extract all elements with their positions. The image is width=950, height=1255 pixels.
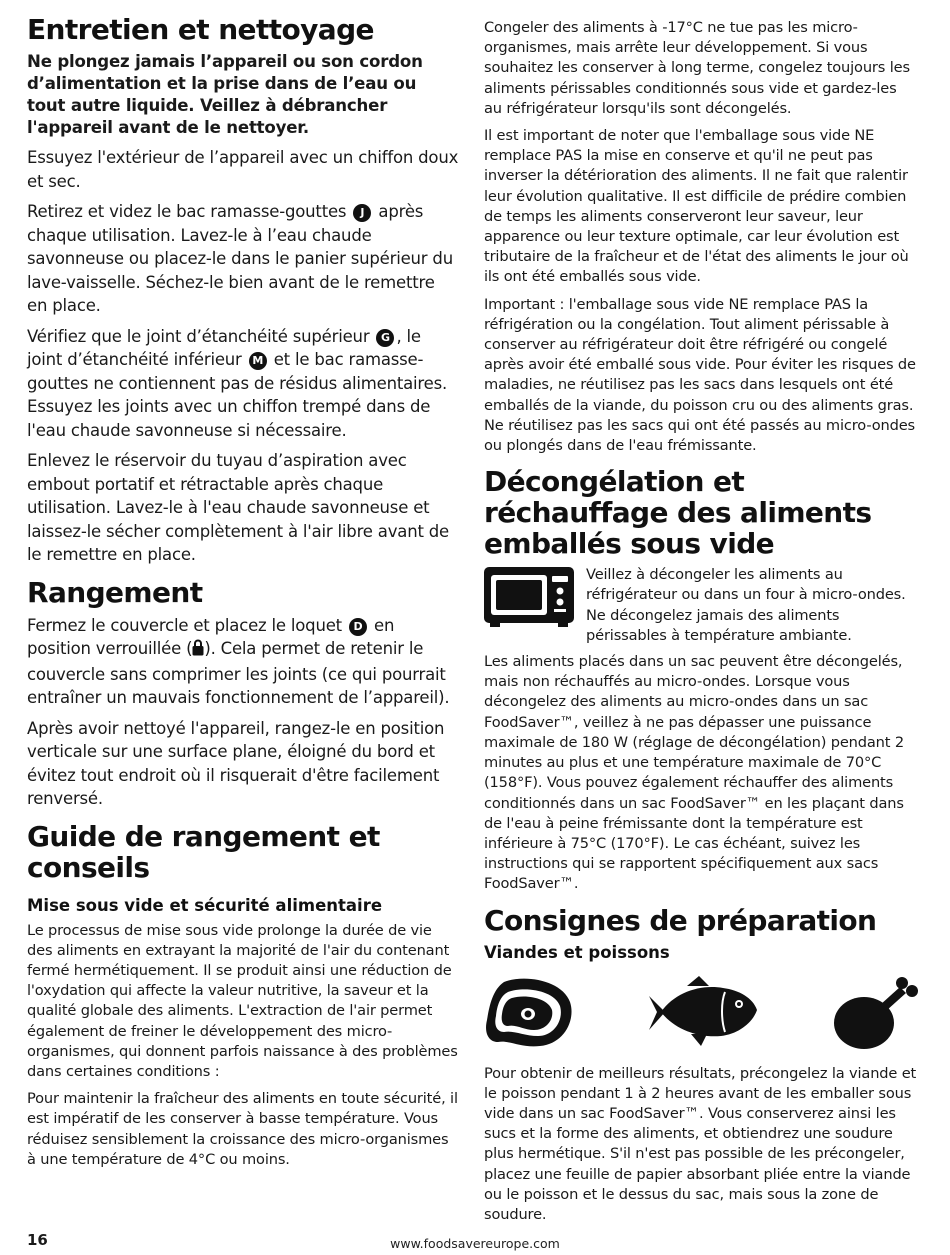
heading-entretien: Entretien et nettoyage xyxy=(27,13,374,46)
paragraph: Essuyez l'extérieur de l’appareil avec un chiffon doux et sec. xyxy=(27,148,459,191)
heading-consignes: Consignes de préparation xyxy=(484,903,877,937)
part-letter-badge: G xyxy=(376,329,394,347)
warning-text: Ne plongez jamais l’appareil ou son cordon d’alimentation et la prise dans de l’eau ou tout autre liquide. Veillez à débrancher l'appareil avant de le nettoyer. xyxy=(27,52,423,137)
food-icons-row xyxy=(484,976,918,1054)
steak-icon xyxy=(484,976,574,1054)
left-column xyxy=(27,14,459,1177)
part-letter-badge: M xyxy=(249,352,267,370)
paragraph: Pour maintenir la fraîcheur des aliments en toute sécurité, il est impératif de les conserver à basse température. Vous réduisez sensiblement la croissance des micro-organismes à une température de 4°C ou moins. xyxy=(27,1090,458,1168)
subheading: Mise sous vide et sécurité alimentaire xyxy=(27,895,383,915)
paragraph: Il est important de noter que l'emballage sous vide NE remplace PAS la mise en conserve et qu'il ne peut pas inverser la détérioration des aliments. Il ne fait que ralentir leur évolution qualitative. Il est difficile de prédire combien de temps les aliments conserveront leur saveur, leur apparence ou leur texture optimale, car leur évolution est tributaire de la fraîcheur et de l'état des aliments le jour où ils ont été emballés sous vide. xyxy=(484,127,909,286)
page-number: 16 xyxy=(27,1231,48,1249)
part-letter-badge: D xyxy=(349,618,367,636)
right-column xyxy=(484,18,918,1232)
paragraph: Pour obtenir de meilleurs résultats, précongelez la viande et le poisson pendant 1 à 2 heures avant de les emballer sous vide dans un sac FoodSaver™. Vous conserverez ainsi les sucs et la forme des aliments, et obtiendrez une soudure plus hermétique. S'il n'est pas possible de les précongeler, placez une feuille de papier absorbant pliée entre la viande ou le poisson et le dessus du sac, mais sous la zone de soudure. xyxy=(484,1064,917,1223)
paragraph: Les aliments placés dans un sac peuvent être décongelés, mais non réchauffés au micro-ondes. Lorsque vous décongelez des aliments au micro-ondes dans un sac FoodSaver™, veillez à ne pas dépasser une puissance maximale de 180 W (réglage de décongélation) pendant 2 minutes au plus et une température maximale de 70°C (158°F). Vous pouvez également réchauffer des aliments conditionnés dans un sac FoodSaver™ en les plaçant dans de l'eau à peine frémissante dont la température est inférieure à 75°C (170°F). Le cas échéant, suivez les instructions qui se rapportent spécifiquement aux sacs FoodSaver™. xyxy=(484,653,904,893)
paragraph: Vérifiez que le joint d’étanchéité supérieur G , le joint d’étanchéité inférieur M et le bac ramasse-gouttes ne contiennent pas de résidus alimentaires. Essuyez les joints avec un chiffon trempé dans de l'eau chaude savonneuse si nécessaire. xyxy=(27,326,448,440)
microwave-icon xyxy=(484,567,574,631)
part-letter-badge: J xyxy=(353,204,371,222)
paragraph: Congeler des aliments à -17°C ne tue pas les micro-organismes, mais arrête leur développement. Si vous souhaitez les conserver à long terme, congelez toujours les aliments périssables conditionnés sous vide et gardez-les au réfrigérateur lorsqu'ils sont décongelés. xyxy=(484,19,910,117)
paragraph: Retirez et videz le bac ramasse-gouttes J après chaque utilisation. Lavez-le à l’eau chaude savonneuse ou placez-le dans le panier supérieur du lave-vaisselle. Séchez-le bien avant de le remettre en place. xyxy=(27,202,453,315)
website-url: www.foodsavereurope.com xyxy=(390,1236,560,1251)
heading-guide: Guide de rangement et conseils xyxy=(27,819,380,884)
paragraph: Le processus de mise sous vide prolonge la durée de vie des aliments en extrayant la majorité de l'air du contenant fermé hermétiquement. Il se produit ainsi une réduction de l'oxydation qui affecte la valeur nutritive, la saveur et la qualité globale des aliments. L'extraction de l'air permet également de freiner le développement des micro-organismes, qui donnent parfois naissance à des problèmes dans certaines conditions : xyxy=(27,921,458,1080)
lock-icon xyxy=(192,639,204,663)
heading-decongelation: Décongélation et réchauffage des aliments emballés sous vide xyxy=(484,465,872,561)
heading-rangement: Rangement xyxy=(27,575,203,609)
paragraph: Important : l'emballage sous vide NE remplace PAS la réfrigération ou la congélation. Tout aliment périssable à conserver au réfrigérateur doit être réfrigéré ou congelé après avoir été emballé sous vide. Pour éviter les risques de maladies, ne réutilisez pas les sacs dans lesquels ont été emballés de la viande, du poisson cru ou des aliments gras. Ne réutilisez pas les sacs qui ont été passés au micro-ondes ou plongés dans de l'eau frémissante. xyxy=(484,295,916,455)
paragraph: Après avoir nettoyé l'appareil, rangez-le en position verticale sur une surface plane, éloigné du bord et évitez tout endroit où il risquerait d'être facilement renversé. xyxy=(27,718,445,808)
paragraph: Enlevez le réservoir du tuyau d’aspiration avec embout portatif et rétractable après chaque utilisation. Lavez-le à l'eau chaude savonneuse et laissez-le sécher complètement à l'air libre avant de le remettre en place. xyxy=(27,451,449,564)
fish-icon xyxy=(647,976,759,1054)
microwave-note xyxy=(484,565,918,646)
chicken-leg-icon xyxy=(832,975,918,1055)
paragraph: Fermez le couvercle et placez le loquet D en position verrouillée ( ). Cela permet de retenir le couvercle sans comprimer les joints (ce qui pourrait entraîner un mauvais fonctionnement de l’appareil). xyxy=(27,615,450,707)
subheading: Viandes et poissons xyxy=(484,942,670,962)
paragraph: Veillez à décongeler les aliments au réfrigérateur ou dans un four à micro-ondes. Ne décongelez jamais des aliments périssables à température ambiante. xyxy=(586,566,906,644)
